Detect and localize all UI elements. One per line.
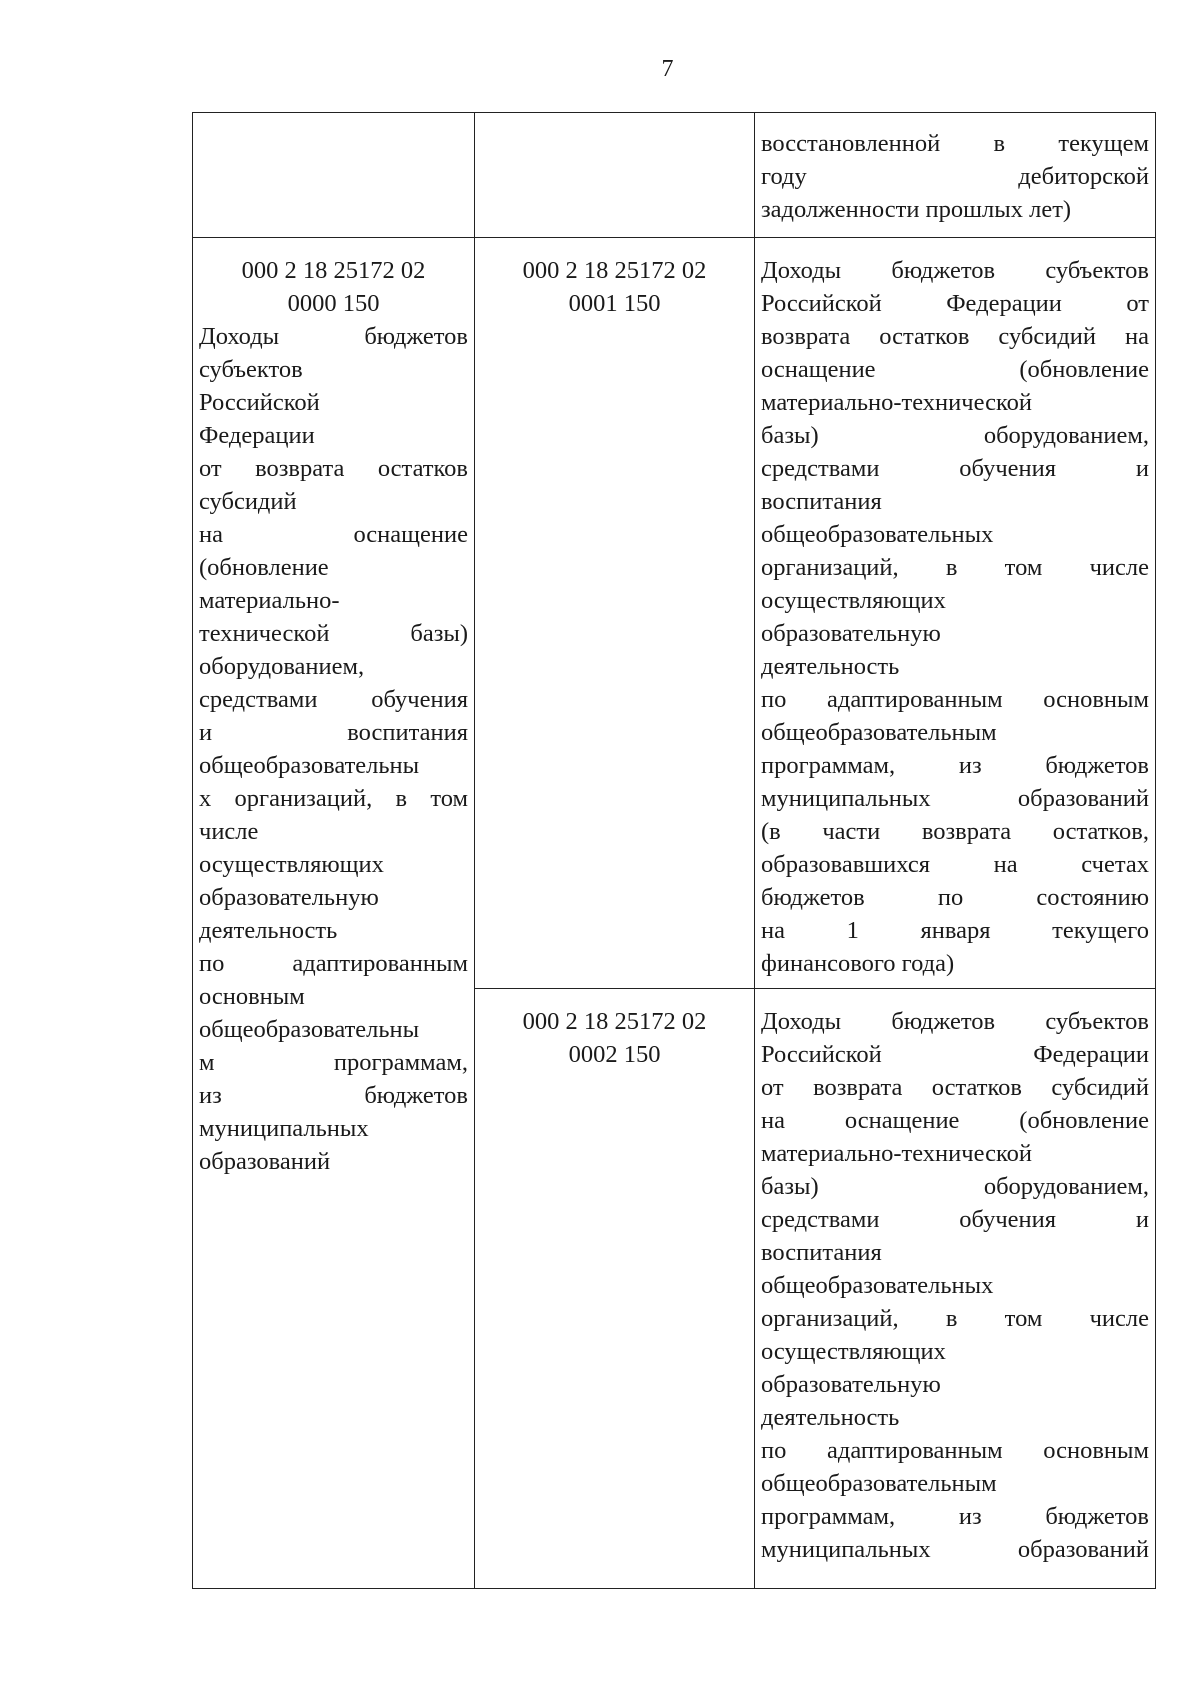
sub-description bbox=[761, 254, 1149, 980]
text-line: муниципальных bbox=[199, 1115, 369, 1142]
group-code-cell bbox=[193, 238, 475, 1589]
text-line: оснащение (обновление bbox=[761, 356, 1149, 383]
text-line: общеобразовательны bbox=[199, 1016, 420, 1043]
description-cell bbox=[755, 989, 1156, 1589]
text-line: программам, из бюджетов bbox=[761, 752, 1149, 779]
text-line: образовательную bbox=[199, 884, 379, 911]
table-row bbox=[193, 113, 1156, 238]
budget-classification-table bbox=[192, 112, 1156, 1589]
sub-code-cell bbox=[475, 238, 755, 989]
text-line: средствами обучения и bbox=[761, 455, 1149, 482]
text-line: базы) оборудованием, bbox=[761, 422, 1149, 449]
text-line: общеобразовательных bbox=[761, 1272, 994, 1299]
text-line: осуществляющих bbox=[761, 1338, 946, 1365]
code-line: 000 2 18 25172 02 bbox=[241, 257, 426, 284]
description-cell bbox=[755, 238, 1156, 989]
text-line: Российской Федерации от bbox=[761, 290, 1149, 317]
text-line: на оснащение (обновление bbox=[761, 1107, 1149, 1134]
text-line: воспитания bbox=[761, 488, 882, 515]
text-line: средствами обучения и bbox=[761, 1206, 1149, 1233]
description-cell bbox=[755, 113, 1156, 238]
page-number: 7 bbox=[661, 56, 674, 82]
text-line: образовательную bbox=[761, 1371, 941, 1398]
text-line: Федерации bbox=[199, 422, 315, 449]
text-line: материально-технической bbox=[761, 389, 1032, 416]
continued-description bbox=[761, 127, 1149, 226]
text-line: из бюджетов bbox=[199, 1082, 468, 1109]
text-line: от возврата остатков bbox=[199, 455, 468, 482]
text-line: технической базы) bbox=[199, 620, 468, 647]
group-code bbox=[199, 254, 468, 320]
text-line: муниципальных образований bbox=[761, 785, 1149, 812]
text-line: возврата остатков субсидий на bbox=[761, 323, 1149, 350]
text-line: м программам, bbox=[199, 1049, 468, 1076]
code-line: 0002 150 bbox=[568, 1041, 661, 1068]
text-line: по адаптированным основным bbox=[761, 1437, 1149, 1464]
text-line: общеобразовательных bbox=[761, 521, 994, 548]
text-line: общеобразовательным bbox=[761, 1470, 997, 1497]
text-line: основным bbox=[199, 983, 305, 1010]
code-line: 000 2 18 25172 02 bbox=[522, 257, 707, 284]
text-line: Доходы бюджетов субъектов bbox=[761, 257, 1149, 284]
text-line: образовательную bbox=[761, 620, 941, 647]
text-line: (в части возврата остатков, bbox=[761, 818, 1149, 845]
text-line: финансового года) bbox=[761, 950, 955, 977]
code-line: 0000 150 bbox=[287, 290, 380, 317]
sub-code-cell-empty bbox=[475, 113, 755, 238]
sub-description bbox=[761, 1005, 1149, 1566]
text-line: организаций, в том числе bbox=[761, 554, 1149, 581]
text-line: задолженности прошлых лет) bbox=[761, 196, 1072, 223]
text-line: деятельность bbox=[761, 653, 900, 680]
text-line: году дебиторской bbox=[761, 163, 1149, 190]
table-row bbox=[193, 238, 1156, 989]
text-line: от возврата остатков субсидий bbox=[761, 1074, 1149, 1101]
text-line: средствами обучения bbox=[199, 686, 468, 713]
text-line: программам, из бюджетов bbox=[761, 1503, 1149, 1530]
text-line: (обновление bbox=[199, 554, 329, 581]
group-code-cell-empty bbox=[193, 113, 475, 238]
sub-code bbox=[481, 1005, 748, 1071]
text-line: и воспитания bbox=[199, 719, 468, 746]
text-line: воспитания bbox=[761, 1239, 882, 1266]
text-line: х организаций, в том bbox=[199, 785, 468, 812]
text-line: деятельность bbox=[199, 917, 338, 944]
text-line: материально-технической bbox=[761, 1140, 1032, 1167]
text-line: образований bbox=[199, 1148, 331, 1175]
text-line: образовавшихся на счетах bbox=[761, 851, 1149, 878]
text-line: деятельность bbox=[761, 1404, 900, 1431]
code-line: 000 2 18 25172 02 bbox=[522, 1008, 707, 1035]
text-line: Доходы бюджетов bbox=[199, 323, 468, 350]
text-line: на оснащение bbox=[199, 521, 468, 548]
text-line: Российской bbox=[199, 389, 320, 416]
sub-code bbox=[481, 254, 748, 320]
text-line: Доходы бюджетов субъектов bbox=[761, 1008, 1149, 1035]
text-line: осуществляющих bbox=[761, 587, 946, 614]
sub-code-cell bbox=[475, 989, 755, 1589]
text-line: числе bbox=[199, 818, 259, 845]
text-line: восстановленной в текущем bbox=[761, 130, 1149, 157]
text-line: на 1 января текущего bbox=[761, 917, 1149, 944]
text-line: субъектов bbox=[199, 356, 303, 383]
text-line: общеобразовательны bbox=[199, 752, 420, 779]
text-line: по адаптированным bbox=[199, 950, 468, 977]
text-line: субсидий bbox=[199, 488, 297, 515]
text-line: базы) оборудованием, bbox=[761, 1173, 1149, 1200]
text-line: общеобразовательным bbox=[761, 719, 997, 746]
text-line: Российской Федерации bbox=[761, 1041, 1149, 1068]
text-line: муниципальных образований bbox=[761, 1536, 1149, 1563]
text-line: бюджетов по состоянию bbox=[761, 884, 1149, 911]
text-line: оборудованием, bbox=[199, 653, 365, 680]
text-line: организаций, в том числе bbox=[761, 1305, 1149, 1332]
text-line: осуществляющих bbox=[199, 851, 384, 878]
text-line: материально- bbox=[199, 587, 340, 614]
group-description bbox=[199, 320, 468, 1178]
code-line: 0001 150 bbox=[568, 290, 661, 317]
text-line: по адаптированным основным bbox=[761, 686, 1149, 713]
